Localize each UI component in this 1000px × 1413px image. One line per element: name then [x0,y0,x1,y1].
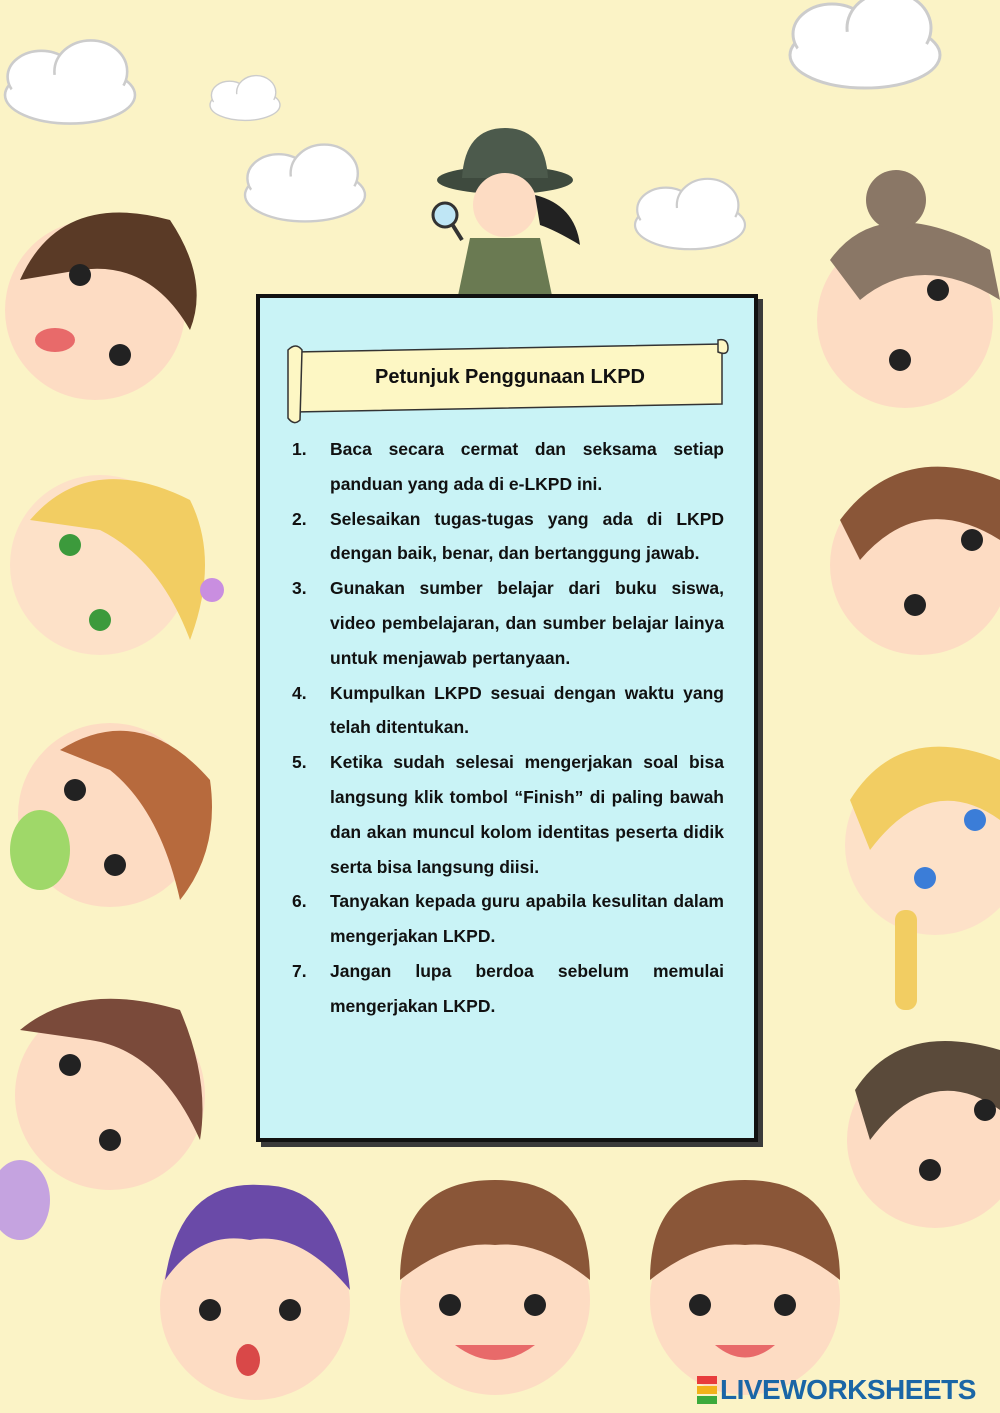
list-item [292,884,724,954]
child-face-icon [10,723,212,907]
list-item [292,502,724,572]
child-face-icon [847,1041,1000,1228]
list-item [292,571,724,675]
list-item [292,676,724,746]
list-item-number: 6. [292,891,307,912]
list-item-text: Gunakan sumber belajar dari buku siswa, video pembelajaran, dan sumber belajar lainya untuk menjawab pertanyaan. [330,578,724,668]
list-item-number: 5. [292,752,307,773]
child-face-icon [400,1180,590,1395]
cloud-icon [5,0,940,249]
page-title: Petunjuk Penggunaan LKPD [374,366,646,388]
list-item-text: Tanyakan kepada guru apabila kesulitan dalam mengerjakan LKPD. [330,891,724,947]
list-item [292,432,724,502]
list-item-number: 4. [292,682,307,703]
list-item [292,954,724,1024]
child-face-icon [0,999,205,1240]
child-face-icon [817,170,1000,408]
child-face-icon [160,1185,350,1400]
instruction-list [292,432,724,1024]
list-item-number: 3. [292,578,307,599]
list-item-number: 7. [292,960,307,981]
list-item-text: Jangan lupa berdoa sebelum memulai mengerjakan LKPD. [330,960,724,1016]
child-face-icon [650,1180,840,1395]
list-item [292,745,724,884]
child-face-icon [10,475,224,655]
child-face-icon [830,467,1000,655]
list-item-text: Selesaikan tugas-tugas yang ada di LKPD dengan baik, benar, dan bertanggung jawab. [330,508,724,564]
list-item-text: Kumpulkan LKPD sesuai dengan waktu yang telah ditentukan. [330,682,724,738]
child-face-icon [845,747,1000,1010]
logo-icon [697,1375,717,1405]
liveworksheets-logo[interactable] [697,1374,976,1406]
list-item-text: Baca secara cermat dan seksama setiap panduan yang ada di e-LKPD ini. [330,439,724,494]
list-item-number: 2. [292,508,307,529]
list-item-number: 1. [292,439,307,459]
logo-text: LIVEWORKSHEETS [720,1374,976,1405]
child-face-icon [5,213,197,401]
list-item-text: Ketika sudah selesai mengerjakan soal bisa langsung klik tombol “Finish” di paling bawah dan akan muncul kolom identitas peserta didik serta bisa langsung diisi. [330,752,724,877]
